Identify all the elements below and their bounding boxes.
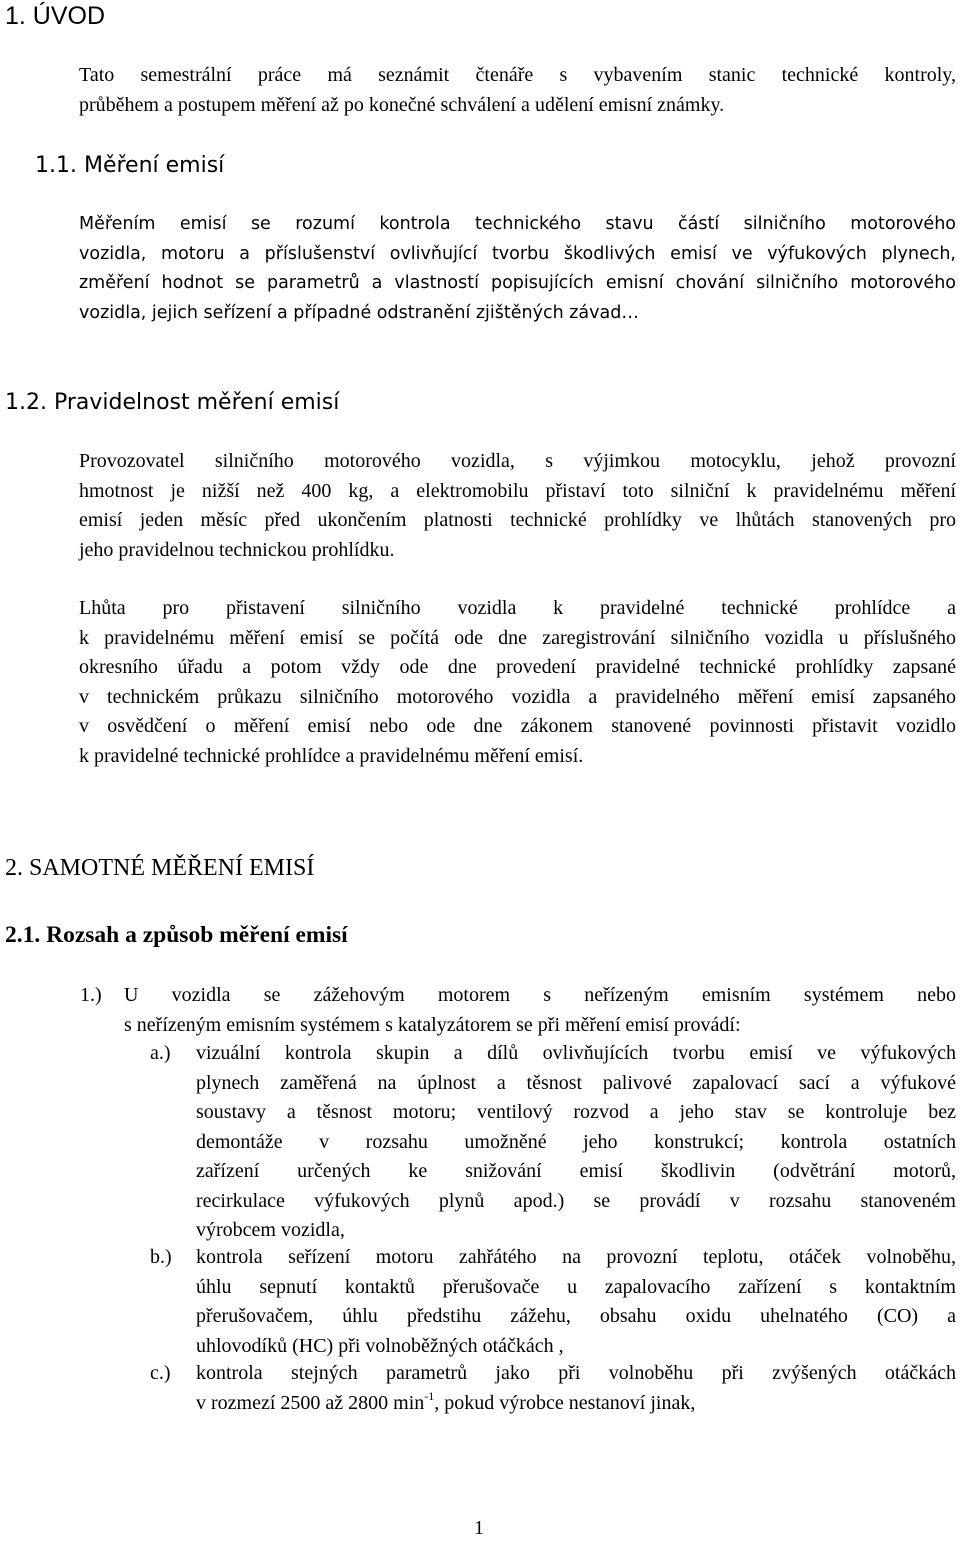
list-item-b [150, 1243, 956, 1363]
text-line: vozidla, jejich seřízení a případné odstranění zjištěných závad… [79, 302, 639, 323]
text-line: v osvědčení o měření emisí nebo ode dne zákonem stanovené povinnosti přistavit vozidlo [79, 715, 956, 737]
list-letter: a.) [150, 1042, 171, 1064]
text-line: změření hodnot se parametrů a vlastností popisujících emisní chování silničního motorového [79, 273, 956, 293]
text-line: k pravidelné technické prohlídce a pravidelnému měření emisí. [79, 744, 584, 767]
heading-samotne-mereni: 2. SAMOTNÉ MĚŘENÍ EMISÍ [5, 855, 315, 881]
text-line: s neřízeným emisním systémem s katalyzátorem se při měření emisí provádí: [124, 1013, 741, 1036]
list-letter: b.) [150, 1246, 172, 1268]
text-line: kontrola seřízení motoru zahřátého na provozní teplotu, otáček volnoběhu, [196, 1246, 956, 1268]
paragraph-uvod [6, 61, 956, 120]
text-line: vozidla, motoru a příslušenství ovlivňující tvorbu škodlivých emisí ve výfukových plynech, [79, 243, 956, 264]
page-number: 1 [474, 1517, 484, 1539]
text-line: Tato semestrální práce má seznámit čtenáře s vybavením stanic technické kontroly, [79, 64, 956, 86]
text-line: okresního úřadu a potom vždy ode dne provedení pravidelné technické prohlídky zapsané [79, 656, 956, 678]
paragraph-mereni-emisi [6, 210, 956, 328]
paragraph-pravidelnost-2 [6, 594, 956, 771]
heading-uvod: 1. ÚVOD [5, 2, 106, 30]
text-line: v technickém průkazu silničního motorového vozidla a pravidelného měření emisí zapsaného [79, 685, 956, 708]
superscript: -1 [424, 1388, 435, 1403]
heading-mereni-emisi: 1.1. Měření emisí [35, 153, 225, 178]
text-line: vizuální kontrola skupin a dílů ovlivňujících tvorbu emisí ve výfukových [196, 1042, 956, 1064]
text-line: Provozovatel silničního motorového vozidla, s výjimkou motocyklu, jehož provozní [79, 450, 956, 472]
text-line: uhlovodíků (HC) při volnoběžných otáčkách , [196, 1334, 564, 1357]
text-line: recirkulace výfukových plynů apod.) se provádí v rozsahu stanoveném [196, 1189, 956, 1212]
text-line: kontrola stejných parametrů jako při volnoběhu při zvýšených otáčkách [196, 1362, 956, 1384]
text-line: výrobcem vozidla, [196, 1219, 345, 1241]
list-letter: c.) [150, 1362, 171, 1384]
list-item-1 [80, 981, 956, 1041]
text-line: Měřením emisí se rozumí kontrola technického stavu částí silničního motorového [79, 214, 956, 234]
heading-pravidelnost: 1.2. Pravidelnost měření emisí [5, 390, 340, 415]
text-fragment: , pokud výrobce nestanoví jinak, [434, 1391, 696, 1414]
paragraph-pravidelnost-1 [6, 447, 956, 565]
text-line: průběhem a postupem měření až po konečné schválení a udělení emisní známky. [79, 93, 725, 116]
text-line: hmotnost je nižší než 400 kg, a elektromobilu přistaví toto silniční k pravidelnému měření [79, 479, 956, 502]
text-line: Lhůta pro přistavení silničního vozidla k pravidelné technické prohlídce a [79, 597, 956, 619]
text-line: plynech zaměřená na úplnost a těsnost palivové zapalovací sací a výfukové [196, 1071, 956, 1094]
list-item-a [150, 1039, 956, 1249]
text-line: emisí jeden měsíc před ukončením platnosti technické prohlídky ve lhůtách stanovených pro [79, 509, 956, 531]
text-line: k pravidelnému měření emisí se počítá ode dne zaregistrování silničního vozidla u příslušného [79, 626, 956, 649]
text-line: demontáže v rozsahu umožněné jeho konstrukcí; kontrola ostatních [196, 1130, 956, 1153]
list-item-c [150, 1359, 956, 1419]
list-number: 1.) [80, 984, 102, 1006]
text-line: soustavy a těsnost motoru; ventilový rozvod a jeho stav se kontroluje bez [196, 1101, 956, 1123]
text-line: přerušovačem, úhlu předstihu zážehu, obsahu oxidu uhelnatého (CO) a [196, 1305, 956, 1327]
text-line [196, 1389, 956, 1419]
text-fragment: v rozmezí 2500 až 2800 min [196, 1391, 425, 1414]
text-line: úhlu sepnutí kontaktů přerušovače u zapalovacího zařízení s kontaktním [196, 1275, 956, 1298]
text-line: jeho pravidelnou technickou prohlídku. [79, 538, 395, 561]
text-line: zařízení určených ke snižování emisí škodlivin (odvětrání motorů, [196, 1160, 956, 1182]
heading-rozsah: 2.1. Rozsah a způsob měření emisí [5, 922, 348, 948]
text-line: U vozidla se zážehovým motorem s neřízeným emisním systémem nebo [124, 984, 956, 1006]
